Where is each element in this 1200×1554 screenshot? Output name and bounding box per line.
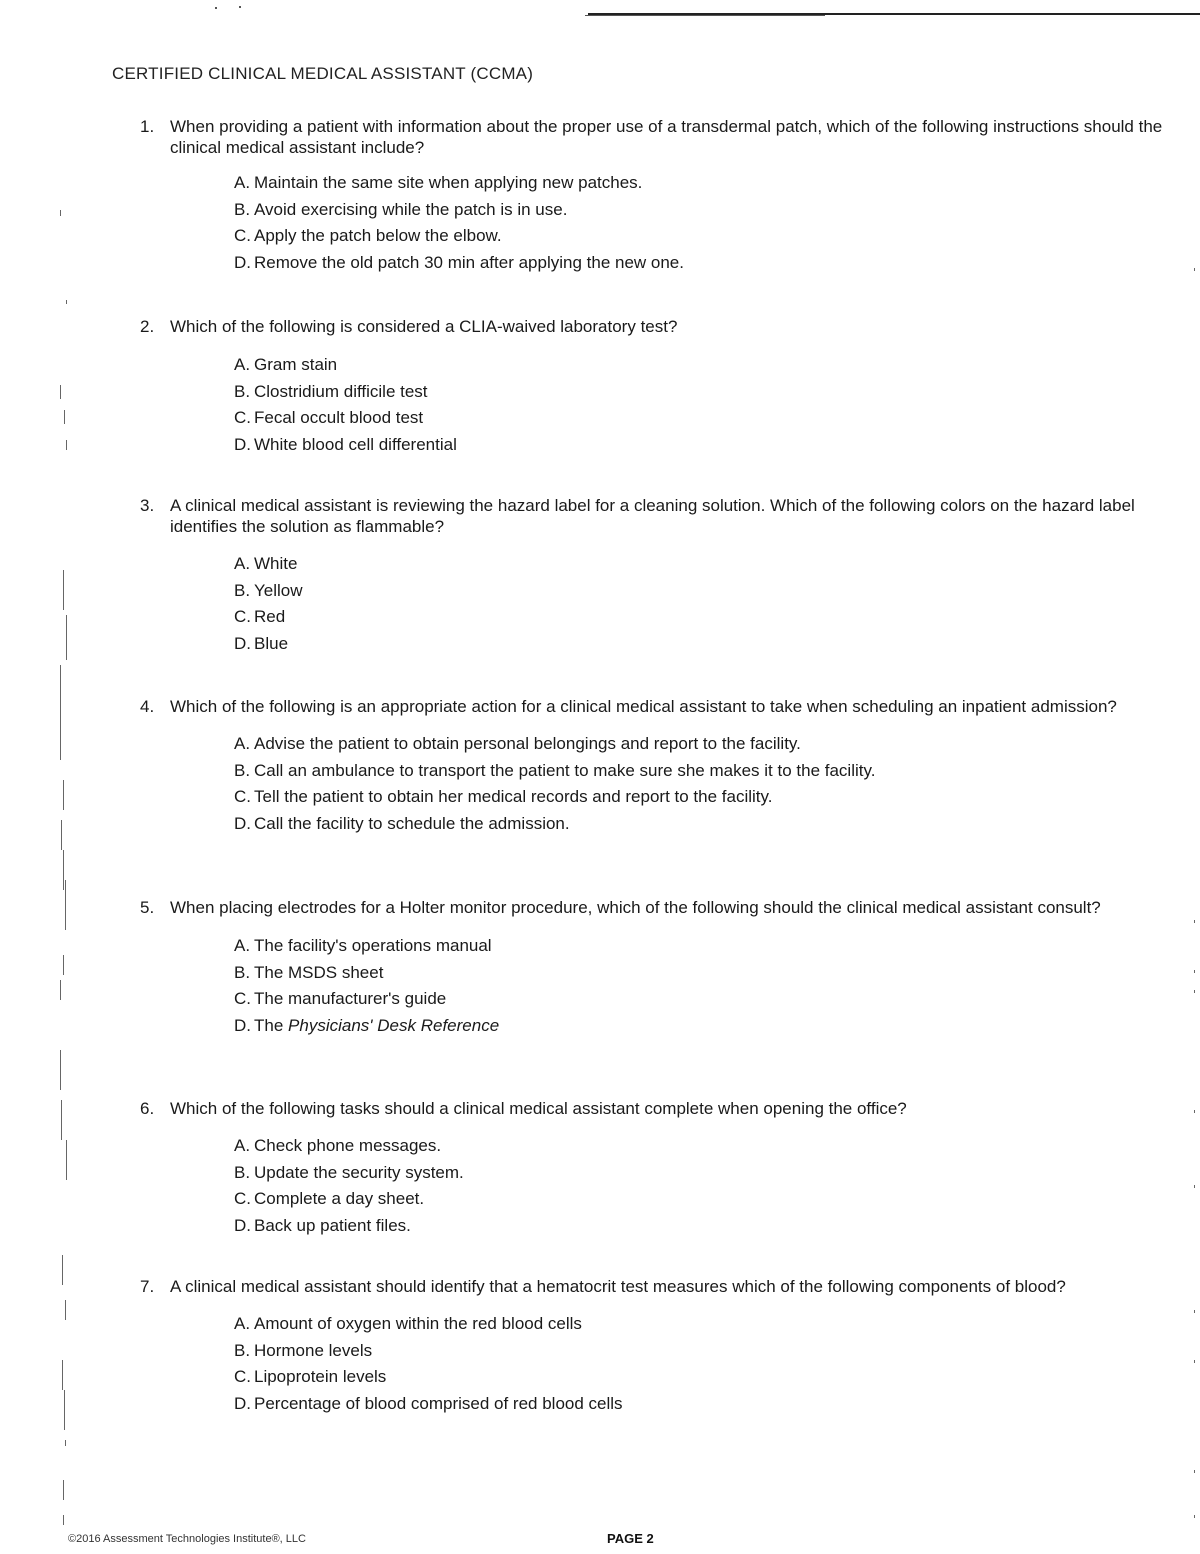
scan-speck — [66, 300, 67, 304]
question-text: Which of the following is an appropriate action for a clinical medical assistant to take when scheduling an inpatient admission? — [170, 697, 1117, 716]
scan-speck — [65, 880, 66, 930]
answer-options — [140, 1311, 1180, 1417]
scan-speck — [1194, 970, 1195, 973]
page-title: CERTIFIED CLINICAL MEDICAL ASSISTANT (CCMA) — [112, 64, 534, 83]
scan-speck — [1194, 1185, 1195, 1188]
answer-option: B. Call an ambulance to transport the patient to make sure she makes it to the facility. — [234, 760, 876, 780]
question-1 — [140, 116, 1180, 276]
answer-option: B. Hormone levels — [234, 1340, 373, 1360]
answer-option: D. Percentage of blood comprised of red blood cells — [234, 1393, 623, 1413]
scan-speck — [63, 570, 64, 610]
footer-copyright: ©2016 Assessment Technologies Institute®, LLC — [68, 1533, 306, 1545]
scan-speck — [63, 1480, 64, 1500]
scan-speck — [62, 1360, 63, 1390]
scan-speck — [62, 1255, 63, 1285]
question-4 — [140, 696, 1180, 837]
scan-speck — [66, 1140, 67, 1180]
answer-option: A. Advise the patient to obtain personal belongings and report to the facility. — [234, 734, 801, 753]
answer-option: A. Amount of oxygen within the red blood cells — [234, 1314, 582, 1333]
question-number: 2. — [140, 317, 155, 336]
scan-speck — [1194, 1515, 1195, 1518]
answer-option: B. Update the security system. — [234, 1162, 464, 1182]
question-5 — [140, 897, 1180, 1039]
scan-speck — [63, 955, 64, 975]
scan-speck — [63, 850, 64, 890]
answer-option: B. Clostridium difficile test — [234, 381, 428, 401]
scan-speck — [60, 210, 61, 216]
answer-option: B. Avoid exercising while the patch is in use. — [234, 199, 568, 219]
answer-option: A. Maintain the same site when applying new patches. — [234, 173, 643, 192]
scan-speck — [65, 1440, 66, 1446]
answer-options — [140, 1133, 1180, 1239]
answer-option: C. Complete a day sheet. — [234, 1189, 425, 1208]
scan-speck — [1194, 1310, 1195, 1313]
question-number: 5. — [140, 898, 155, 917]
answer-option: D. Blue — [234, 633, 289, 653]
scan-speck — [1194, 1110, 1195, 1113]
answer-options — [140, 731, 1180, 837]
answer-option: A. White — [234, 554, 298, 573]
answer-option: A. The facility's operations manual — [234, 936, 492, 955]
scan-speck — [1194, 1360, 1195, 1363]
scan-speck — [61, 820, 62, 850]
answer-option: D. The Physicians' Desk Reference — [234, 1015, 500, 1035]
answer-option: D. Call the facility to schedule the admission. — [234, 813, 570, 833]
scan-speck — [63, 780, 64, 810]
answer-options — [140, 352, 1180, 458]
scan-speck — [66, 615, 67, 660]
scan-speck — [60, 385, 61, 399]
question-number: 6. — [140, 1099, 155, 1118]
answer-option: C. Tell the patient to obtain her medical records and report to the facility. — [234, 787, 773, 806]
question-7 — [140, 1276, 1180, 1417]
scan-speck — [65, 1300, 66, 1320]
question-2 — [140, 316, 1180, 458]
question-text: Which of the following tasks should a clinical medical assistant complete when opening the office? — [170, 1099, 907, 1118]
scan-speck — [1194, 920, 1195, 923]
answer-option: A. Check phone messages. — [234, 1136, 442, 1155]
question-number: 4. — [140, 697, 155, 716]
answer-option: D. White blood cell differential — [234, 434, 457, 454]
scan-artifact-right-margin — [1190, 0, 1200, 1554]
answer-option: B. The MSDS sheet — [234, 962, 384, 982]
scan-speck — [64, 410, 65, 424]
scan-artifact-top-rule-secondary — [585, 15, 825, 16]
answer-option: C. Fecal occult blood test — [234, 408, 424, 427]
question-text: A clinical medical assistant should identify that a hematocrit test measures which of the following components of blood? — [170, 1277, 1066, 1296]
answer-option: C. Red — [234, 607, 286, 626]
scan-speck — [60, 980, 61, 1000]
scan-speck — [1194, 268, 1195, 271]
scan-speck — [1194, 1470, 1195, 1473]
question-number: 7. — [140, 1277, 155, 1296]
scan-speck — [64, 1390, 65, 1430]
scan-speck — [60, 700, 61, 760]
question-number: 1. — [140, 117, 155, 136]
answer-options — [140, 933, 1180, 1039]
scan-artifact-dots — [215, 6, 255, 10]
answer-option: A. Gram stain — [234, 355, 338, 374]
answer-option: C. The manufacturer's guide — [234, 989, 447, 1008]
answer-options — [140, 170, 1180, 276]
scan-speck — [1194, 990, 1195, 993]
answer-option: D. Remove the old patch 30 min after applying the new one. — [234, 252, 684, 272]
scan-speck — [63, 1515, 64, 1525]
question-text: When providing a patient with information about the proper use of a transdermal patch, which of the following instructions should the clinical medical assistant include? — [170, 117, 1163, 157]
question-number: 3. — [140, 496, 155, 515]
answer-option: C. Apply the patch below the elbow. — [234, 226, 502, 245]
answer-option: C. Lipoprotein levels — [234, 1367, 387, 1386]
scan-speck — [61, 1100, 62, 1140]
answer-options — [140, 551, 1180, 657]
scan-speck — [60, 1050, 61, 1090]
answer-option: B. Yellow — [234, 580, 303, 600]
question-text: Which of the following is considered a CLIA-waived laboratory test? — [170, 317, 678, 336]
scan-speck — [60, 665, 61, 705]
scan-artifact-left-margin — [52, 0, 72, 1554]
answer-option: D. Back up patient files. — [234, 1215, 411, 1235]
footer-page-number: PAGE 2 — [607, 1531, 654, 1546]
question-text: A clinical medical assistant is reviewing the hazard label for a cleaning solution. Which of the following colors on the hazard label identifies the solution as flammable? — [170, 496, 1135, 536]
question-3 — [140, 495, 1180, 657]
question-text: When placing electrodes for a Holter monitor procedure, which of the following should the clinical medical assistant consult? — [170, 898, 1101, 917]
scan-speck — [66, 440, 67, 450]
question-6 — [140, 1098, 1180, 1239]
